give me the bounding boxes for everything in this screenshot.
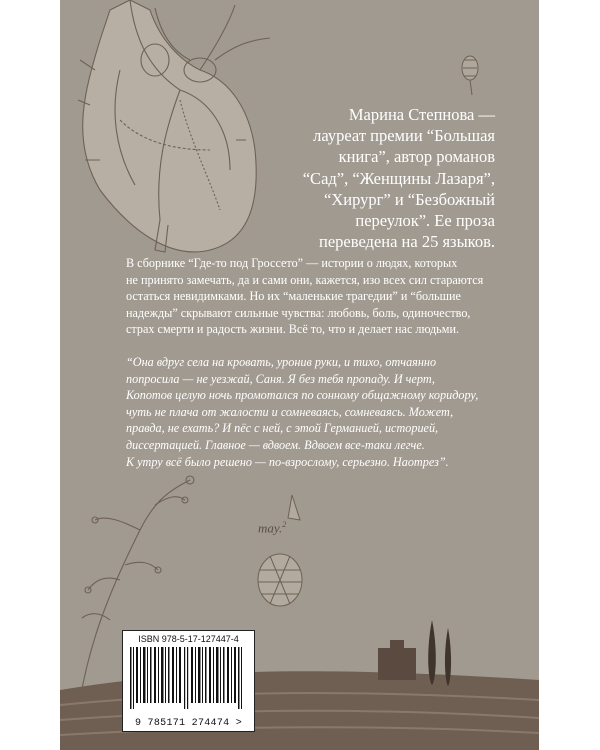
quote-line: правда, не ехать? И пёс с ней, с этой Германией, историей,	[126, 421, 439, 436]
author-bio-line: “Сад”, “Женщины Лазаря”,	[302, 168, 495, 188]
heart-illustration	[78, 0, 270, 252]
engraving-caption-sup: 2	[282, 520, 287, 529]
author-bio-line: переулок”. Ее проза	[355, 211, 495, 231]
annotation-line: не принято замечать, да и сами они, кажется, изо всех сил стараются	[126, 272, 484, 287]
author-bio-line: переведена на 25 языков.	[319, 232, 495, 252]
book-annotation	[126, 255, 498, 338]
annotation-line: остаться невидимками. Но их “маленькие трагедии” и “большие	[126, 289, 461, 304]
cone-illustration	[258, 554, 302, 606]
author-bio	[270, 104, 495, 252]
seed-illustration-small	[288, 495, 300, 520]
engraving-caption-text: may.	[258, 520, 283, 536]
quote-line: Копотов целую ночь промотался по сонному общажному коридору,	[126, 388, 479, 403]
quote-line: чуть не плача от жалости и сомневаясь, сомневаясь. Может,	[126, 404, 454, 419]
engraving-caption	[258, 520, 286, 536]
farmhouse	[378, 648, 416, 680]
cypress-tree	[428, 620, 436, 685]
annotation-line: В сборнике “Где-то под Гроссето” — истории о людях, которых	[126, 256, 458, 270]
quote-line: К утру всё было решено — по-взрослому, серьезно. Наотрез”.	[126, 454, 449, 469]
quote-line: диссертацией. Главное — вдвоем. Вдвоем все-таки легче.	[126, 437, 425, 452]
annotation-line: надежды” скрывают сильные чувства: любовь, боль, одиночество,	[126, 305, 471, 320]
seed-illustration-top	[462, 56, 478, 95]
author-bio-line: книга”, автор романов	[338, 147, 495, 167]
isbn-number: ISBN 978-5-17-127447-4	[138, 634, 239, 644]
book-quote	[126, 354, 498, 470]
quote-line: попросила — не уезжай, Саня. Я без тебя пропаду. И черт,	[126, 371, 435, 386]
isbn-barcode	[122, 630, 255, 732]
quote-line: “Она вдруг села на кровать, уронив руки, и тихо, отчаянно	[126, 355, 437, 369]
barcode-bars	[128, 647, 249, 709]
book-back-cover	[60, 0, 539, 750]
annotation-line: страх смерти и радость жизни. Всё то, что и делает нас людьми.	[126, 322, 460, 337]
author-bio-line: лауреат премии “Большая	[313, 126, 495, 146]
author-bio-line: Марина Степнова —	[348, 105, 495, 124]
author-bio-line: “Хирург” и “Безбожный	[324, 189, 495, 209]
barcode-digits: 9 785171 274474 >	[134, 718, 243, 729]
